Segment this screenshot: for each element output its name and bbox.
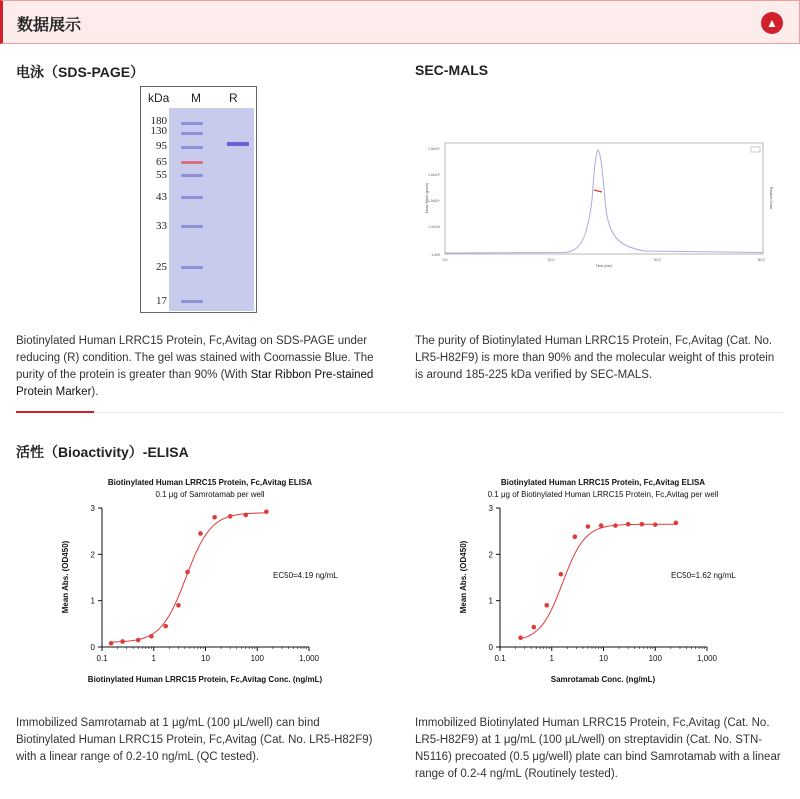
x-axis-label: Samrotamab Conc. (ng/mL)	[550, 675, 656, 684]
data-point	[228, 514, 233, 519]
data-point	[544, 603, 549, 608]
marker-label: 17	[156, 295, 167, 307]
axes	[489, 504, 718, 663]
data-point	[653, 522, 658, 527]
fit-curve	[111, 513, 266, 642]
sec-mals-description: The purity of Biotinylated Human LRRC15 Protein, Fc,Avitag (Cat. No. LR5-H82F9) is more than 90% and the molecular weight of this protein is around 185-225 kDa verified by SEC-MALS.	[415, 335, 775, 381]
marker-band	[181, 132, 203, 135]
data-point	[243, 513, 248, 518]
marker-band	[181, 300, 203, 303]
data-point	[185, 570, 190, 575]
y-tick-label: 1	[90, 596, 95, 606]
x-tick-label: 0.1	[494, 654, 506, 663]
sec-mals-title: SEC-MALS	[415, 62, 489, 78]
chart-title: Biotinylated Human LRRC15 Protein, Fc,Avitag ELISA	[500, 478, 706, 487]
y-tick-label: 1.0x10⁴	[427, 199, 440, 203]
x-tick-label: 1,000	[298, 654, 320, 663]
sample-band	[227, 142, 249, 146]
marker-label: 180	[150, 115, 167, 127]
marker-band	[181, 146, 203, 149]
x-tick-label: 1	[549, 654, 554, 663]
x-tick-label: 1,000	[696, 654, 718, 663]
data-point	[198, 531, 203, 536]
data-point	[626, 522, 631, 527]
y-tick-label: 2	[488, 550, 493, 560]
y-tick-label: 3	[488, 504, 493, 513]
y-tick-label: 1	[488, 596, 493, 606]
marker-label: 130	[150, 125, 167, 137]
x-tick-label: 20.0	[653, 258, 661, 262]
data-point	[599, 523, 604, 528]
marker-band	[181, 122, 203, 125]
data-point	[212, 515, 217, 520]
x-tick-label: 0.1	[96, 654, 108, 663]
y2-axis-label: Relative Scale	[769, 186, 773, 210]
data-point	[136, 638, 141, 643]
x-tick-label: 100	[250, 654, 264, 663]
desc-text: ).	[91, 386, 99, 398]
sds-page-title: 电泳（SDS-PAGE）	[16, 64, 145, 80]
x-axis-label: Biotinylated Human LRRC15 Protein, Fc,Avitag Conc. (ng/mL)	[87, 675, 323, 684]
x-tick-label: 30.0	[757, 258, 765, 262]
y-tick-label: 2	[90, 550, 95, 560]
data-point	[176, 603, 181, 608]
elisa-1-description: Immobilized Samrotamab at 1 μg/mL (100 μL/well) can bind Biotinylated Human LRRC15 Protein, Fc,Avitag (Cat. No. LR5-H82F9) with a linear range of 0.2-10 ng/mL (QC tested).	[16, 717, 373, 763]
fit-curve	[521, 524, 676, 638]
marker-link[interactable]: Star Ribbon Pre-stained Protein Marker	[16, 369, 374, 398]
chart-subtitle: 0.1 μg of Samrotamab per well	[155, 490, 265, 499]
data-point	[586, 524, 591, 529]
x-tick-label: 10	[201, 654, 210, 663]
ec50-annotation: EC50=1.62 ng/mL	[671, 571, 736, 580]
y-axis-label: Mean Abs. (OD450)	[459, 540, 468, 614]
elisa-2-description: Immobilized Biotinylated Human LRRC15 Protein, Fc,Avitag (Cat. No. LR5-H82F9) at 1 μg/mL (100 μL/well) on streptavidin (Cat. No. STN-N5116) precoated (0.5 μg/well) plate can bind Samrotamab with a linear range of 0.2-4 ng/mL (Routinely tested).	[415, 717, 781, 780]
data-point	[518, 635, 523, 640]
marker-band	[181, 174, 203, 177]
chart-title: Biotinylated Human LRRC15 Protein, Fc,Avitag ELISA	[107, 478, 313, 487]
section-divider	[16, 412, 783, 413]
marker-band	[181, 225, 203, 228]
gel-body	[169, 108, 254, 311]
x-tick-label: 10	[599, 654, 608, 663]
section-title: 数据展示	[17, 17, 82, 34]
sds-page-gel-image	[140, 86, 257, 313]
ec50-annotation: EC50=4.19 ng/mL	[273, 571, 338, 580]
chart-subtitle: 0.1 μg of Biotinylated Human LRRC15 Protein, Fc,Avitag per well	[487, 490, 719, 499]
marker-label: 25	[156, 261, 167, 273]
y-axis-label: Molar Mass (g/mol)	[425, 183, 429, 213]
divider-accent	[16, 411, 94, 413]
lane-m-label: M	[191, 91, 201, 105]
marker-band	[181, 196, 203, 199]
x-tick-label: 1	[151, 654, 156, 663]
y-tick-label: 0	[90, 643, 95, 652]
desc-text: Biotinylated Human LRRC15 Protein, Fc,Avitag on SDS-PAGE under reducing (R) condition. The gel was stained with Coomassie Blue. The purity of the protein is greater than 90% (With	[16, 335, 374, 381]
marker-label: 65	[156, 156, 167, 168]
plot-frame	[445, 143, 763, 254]
data-point	[264, 509, 269, 514]
data-point	[613, 523, 618, 528]
chevron-up-icon: ▲	[766, 16, 778, 30]
data-point	[532, 625, 537, 630]
data-point	[573, 534, 578, 539]
kda-label: kDa	[148, 91, 170, 105]
lane-r-label: R	[229, 91, 238, 105]
marker-label: 43	[156, 191, 167, 203]
data-display-header	[0, 0, 800, 44]
data-point	[149, 634, 154, 639]
x-tick-label: 100	[648, 654, 662, 663]
sds-page-description	[16, 333, 376, 401]
y-tick-label: 0	[488, 643, 493, 652]
data-point	[109, 641, 114, 646]
y-tick-label: 1.0x10⁶	[428, 147, 440, 151]
y-tick-label: 1.000	[431, 253, 440, 257]
y-tick-label: 3	[90, 504, 95, 513]
marker-band	[181, 161, 203, 164]
x-tick-label: 10.0	[547, 258, 555, 262]
collapse-button[interactable]	[761, 12, 783, 34]
data-point	[674, 521, 679, 526]
y-tick-label: 1.0x10³	[428, 225, 440, 229]
marker-label: 33	[156, 220, 167, 232]
y-axis-label: Mean Abs. (OD450)	[61, 540, 70, 614]
elisa-chart-1	[55, 472, 365, 692]
bioactivity-title: 活性（Bioactivity）-ELISA	[16, 444, 189, 460]
x-axis-label: Time (min)	[595, 264, 613, 268]
data-point	[120, 639, 125, 644]
data-point	[559, 572, 564, 577]
y-tick-label: 1.0x10⁵	[428, 173, 440, 177]
elisa-chart-2	[453, 472, 763, 692]
data-point	[640, 522, 645, 527]
x-tick-label: 0.0	[442, 258, 448, 262]
marker-label: 55	[156, 169, 167, 181]
data-point	[163, 624, 168, 629]
marker-band	[181, 266, 203, 269]
marker-label: 95	[156, 140, 167, 152]
sec-mals-chart	[415, 130, 775, 270]
axes	[91, 504, 320, 663]
